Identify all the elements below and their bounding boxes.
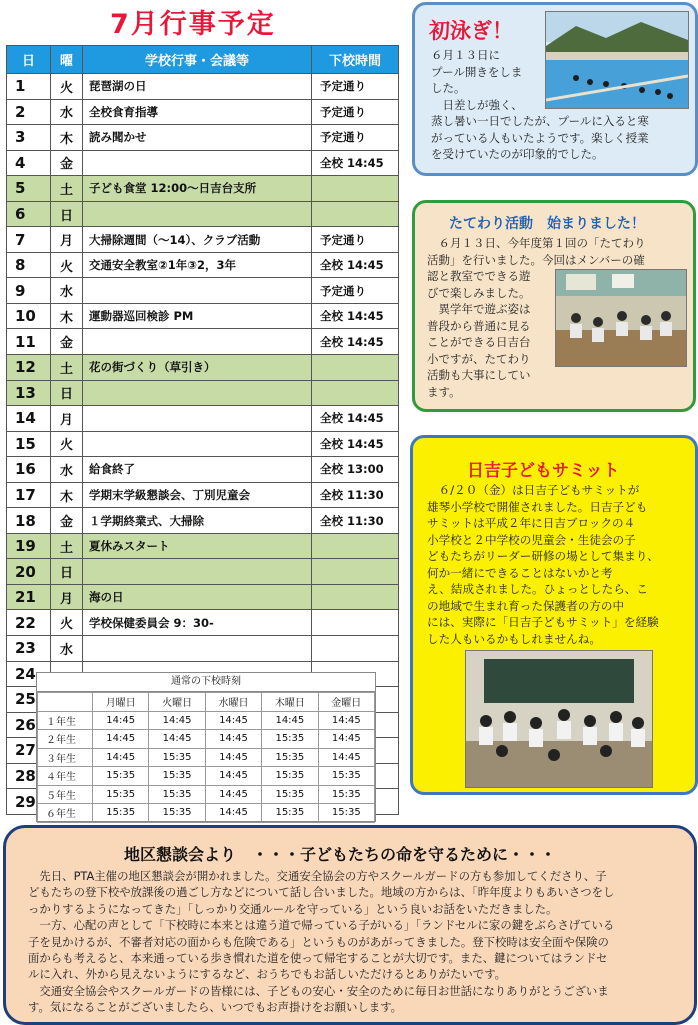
schedule-row [7,278,399,304]
schedule-event [83,559,312,585]
schedule-row [7,508,399,534]
dismissal-time: 15:35 [318,804,374,823]
schedule-event: 運動器巡回検診 PM [83,303,312,329]
dismissal-time: 15:35 [262,767,318,786]
schedule-day: 4 [7,150,51,176]
schedule-day: 15 [7,431,51,457]
dismissal-time: 15:35 [318,767,374,786]
schedule-event: 大掃除週間（～14）、クラブ活動 [83,227,312,253]
schedule-row [7,252,399,278]
schedule-weekday: 金 [51,508,83,534]
schedule-row [7,610,399,636]
header-weekday: 曜 [51,46,83,74]
schedule-day: 11 [7,329,51,355]
schedule-weekday: 土 [51,176,83,202]
schedule-time [312,584,399,610]
schedule-time: 全校 11:30 [312,482,399,508]
schedule-day: 19 [7,533,51,559]
schedule-time [312,201,399,227]
tatewari-panel [412,200,696,412]
dismissal-header [38,693,93,712]
header-time: 下校時間 [312,46,399,74]
schedule-day: 14 [7,406,51,432]
summit-text [427,482,659,647]
summit-line: 小学校と２中学校の児童会・生徒会の子 [427,532,636,547]
dismissal-time: 15:35 [149,785,205,804]
schedule-row [7,227,399,253]
meeting-line: す。気になることがございましたら、いつでもお声掛けをお願いします。 [28,1000,403,1015]
schedule-row [7,303,399,329]
tatewari-line: ６月１３日、今年度第１回の「たてわり [427,236,646,250]
swim-line: がっている人もいたようです。楽しく授業 [431,130,649,145]
schedule-day: 2 [7,99,51,125]
meeting-line: 交通安全協会やスクールガードの皆様には、子どもの安心・安全のために毎日お世話になりありがとうございま [28,983,609,998]
summit-line: え、結成されました。ひょっとしたら、こ [427,582,648,596]
schedule-event [83,380,312,406]
schedule-time [312,610,399,636]
schedule-time: 予定通り [312,227,399,253]
schedule-time [312,559,399,585]
schedule-event: 全校食育指導 [83,99,312,125]
swim-line: した。 [431,81,466,95]
schedule-day: 20 [7,559,51,585]
schedule-time: 全校 14:45 [312,406,399,432]
meeting-text [28,868,614,1016]
schedule-event: 海の日 [83,584,312,610]
summit-line: の地域で生まれ育った保護者の方の中 [427,598,625,613]
dismissal-row [38,711,375,730]
schedule-weekday: 木 [51,482,83,508]
dismissal-row [38,748,375,767]
schedule-weekday: 木 [51,303,83,329]
schedule-day: 17 [7,482,51,508]
schedule-time: 全校 14:45 [312,252,399,278]
dismissal-header-row [38,693,375,712]
schedule-day: 28 [7,763,51,789]
dismissal-time: 15:35 [318,785,374,804]
meeting-line: っかりするようになってきた」「しっかり交通ルールを守っている」という良いお話をいただきました。 [28,901,558,916]
schedule-day: 12 [7,355,51,381]
header-event: 学校行事・会議等 [83,46,312,74]
dismissal-header: 金曜日 [318,693,374,712]
meeting-line: 一方、心配の声として「下校時に本来とは違う道で帰っている子がいる」「ランドセルに家の鍵をぶらさげている [28,918,615,933]
tatewari-line: 異学年で遊ぶ姿は [427,302,531,316]
schedule-weekday: 木 [51,125,83,151]
schedule-row [7,406,399,432]
schedule-row [7,355,399,381]
dismissal-time: 14:45 [93,730,149,749]
schedule-day: 1 [7,74,51,100]
schedule-weekday: 金 [51,329,83,355]
schedule-event: 読み聞かせ [83,125,312,151]
summit-line: した人もいるかもしれませんね。 [427,631,601,646]
schedule-weekday: 火 [51,610,83,636]
tatewari-line: ます。 [427,384,461,399]
summit-title: 日吉子どもサミット [467,461,620,481]
summit-line: どもたちがリーダー研修の場として集まり、 [427,549,659,563]
dismissal-time: 14:45 [93,711,149,730]
dismissal-time: 14:45 [149,711,205,730]
schedule-time: 全校 14:45 [312,303,399,329]
schedule-event: 給食終了 [83,457,312,483]
grade-label: ５年生 [38,785,93,804]
schedule-event: 学期末学級懇談会、丁別児童会 [83,482,312,508]
schedule-weekday: 月 [51,227,83,253]
schedule-row [7,201,399,227]
schedule-row [7,99,399,125]
schedule-time [312,355,399,381]
page-title: 7月行事予定 [110,9,276,40]
dismissal-time: 14:45 [205,730,261,749]
schedule-row [7,559,399,585]
grade-label: ３年生 [38,748,93,767]
dismissal-time: 14:45 [262,711,318,730]
dismissal-time: 14:45 [205,767,261,786]
schedule-day: 3 [7,125,51,151]
schedule-row [7,533,399,559]
schedule-row [7,636,399,662]
schedule-event: 子ども食堂 12:00～日吉台支所 [83,176,312,202]
swim-line: ６月１３日に [431,48,500,62]
dismissal-time: 15:35 [149,767,205,786]
dismissal-time: 15:35 [93,767,149,786]
schedule-event: 交通安全教室②1年③2，3年 [83,252,312,278]
schedule-weekday: 月 [51,584,83,610]
schedule-weekday: 水 [51,278,83,304]
schedule-weekday: 土 [51,355,83,381]
dismissal-time: 14:45 [205,785,261,804]
dismissal-title: 通常の下校時刻 [37,673,375,692]
dismissal-time: 14:45 [318,711,374,730]
tatewari-line: 活動」を行いました。今回はメンバーの確 [427,252,645,267]
meeting-line: どもたちの登下校や放課後の過ごし方などについて話し合いました。地域の方からは、「昨年度よりもあいさつをし [28,885,615,900]
summit-line: 何か一緒にできることはないかと考 [427,565,613,580]
schedule-row [7,584,399,610]
schedule-event: １学期終業式、大掃除 [83,508,312,534]
schedule-row [7,329,399,355]
summit-panel [410,435,698,795]
swim-line: プール開きをしま [431,64,523,79]
schedule-weekday: 火 [51,431,83,457]
swim-text [431,47,649,163]
schedule-time: 全校 13:00 [312,457,399,483]
swim-line: 蒸し暑い一日でしたが、プールに入ると寒 [431,114,649,128]
meeting-line: 子を見かけるが、不審者対応の面からも危険である」というものがあがってきました。登下校時は安全面や保険の [28,934,609,949]
schedule-weekday: 土 [51,533,83,559]
dismissal-time: 14:45 [149,730,205,749]
dismissal-row [38,767,375,786]
schedule-weekday: 水 [51,99,83,125]
schedule-time: 予定通り [312,99,399,125]
schedule-day: 22 [7,610,51,636]
schedule-day: 13 [7,380,51,406]
summit-line: には、実際に「日吉子どもサミット」を経験 [427,615,659,629]
tatewari-line: ことができる日吉台 [427,335,531,349]
meeting-line: 先日、PTA主催の地区懇談会が開かれました。交通安全協会の方やスクールガードの方も参加してくださり、子 [28,869,607,883]
schedule-day: 18 [7,508,51,534]
schedule-time [312,380,399,406]
meeting-panel [3,825,697,1025]
dismissal-time: 14:45 [205,804,261,823]
grade-label: １年生 [38,711,93,730]
schedule-time: 全校 14:45 [312,150,399,176]
meeting-line: 面からも考えると、本来通っている歩き慣れた道を使って帰宅することが大切です。また、鍵についてはランドセ [28,951,608,966]
schedule-day: 29 [7,789,51,815]
dismissal-row [38,804,375,823]
schedule-row [7,125,399,151]
schedule-day: 10 [7,303,51,329]
dismissal-time: 15:35 [93,804,149,823]
dismissal-time: 14:45 [318,730,374,749]
dismissal-header: 火曜日 [149,693,205,712]
schedule-day: 16 [7,457,51,483]
schedule-event: 花の街づくり（草引き） [83,355,312,381]
dismissal-header: 水曜日 [205,693,261,712]
dismissal-time: 15:35 [262,748,318,767]
dismissal-time: 15:35 [262,804,318,823]
schedule-day: 9 [7,278,51,304]
schedule-row [7,380,399,406]
schedule-weekday: 日 [51,201,83,227]
grade-label: ２年生 [38,730,93,749]
meeting-line: ルに入れ、外から見えないようにするなど、おうちでもお話しいただけるとありがたいです。 [28,967,507,982]
schedule-row [7,431,399,457]
summit-line: ６/２０（金）は日吉子どもサミットが [427,483,640,497]
tatewari-line: びで楽しみました。 [427,285,531,300]
schedule-event: 夏休みスタート [83,533,312,559]
tatewari-line: 活動も大事にしてい [427,368,531,382]
schedule-day: 21 [7,584,51,610]
schedule-day: 25 [7,687,51,713]
header-day: 日 [7,46,51,74]
schedule-day: 27 [7,738,51,764]
schedule-header-row [7,46,399,74]
schedule-day: 5 [7,176,51,202]
schedule-time: 全校 14:45 [312,329,399,355]
schedule-time: 予定通り [312,74,399,100]
dismissal-header: 月曜日 [93,693,149,712]
schedule-weekday: 火 [51,74,83,100]
tatewari-line: 認と教室でできる遊 [427,269,531,283]
schedule-event [83,150,312,176]
grade-label: ６年生 [38,804,93,823]
dismissal-time: 15:35 [262,730,318,749]
dismissal-time: 14:45 [318,748,374,767]
schedule-event [83,201,312,227]
schedule-row [7,457,399,483]
tatewari-text [427,235,646,400]
schedule-day: 23 [7,636,51,662]
schedule-event [83,329,312,355]
swim-line: 日差しが強く、 [431,97,523,112]
dismissal-time: 15:35 [93,785,149,804]
schedule-event: 琵琶湖の日 [83,74,312,100]
schedule-day: 24 [7,661,51,687]
schedule-event [83,636,312,662]
swim-title: 初泳ぎ！ [429,19,513,43]
dismissal-time: 14:45 [205,711,261,730]
dismissal-row [38,730,375,749]
schedule-row [7,74,399,100]
swim-line: を受けていたのが印象的でした。 [431,147,604,161]
swim-panel [412,2,698,176]
schedule-row [7,482,399,508]
tatewari-title: たてわり活動 始まりました！ [449,216,645,232]
schedule-time: 予定通り [312,125,399,151]
schedule-event: 学校保健委員会 9：30- [83,610,312,636]
tatewari-line: 小ですが、たてわり [427,351,531,366]
schedule-time [312,636,399,662]
dismissal-time: 15:35 [149,748,205,767]
schedule-weekday: 日 [51,380,83,406]
dismissal-header: 木曜日 [262,693,318,712]
schedule-weekday: 日 [51,559,83,585]
summit-line: サミットは平成２年に日吉ブロックの４ [427,516,636,530]
meeting-title: 地区懇談会より ・・・子どもたちの命を守るために・・・ [124,845,557,864]
schedule-time: 全校 14:45 [312,431,399,457]
schedule-weekday: 月 [51,406,83,432]
dismissal-time: 14:45 [93,748,149,767]
schedule-weekday: 水 [51,636,83,662]
summit-photo [465,650,653,788]
dismissal-time-table [36,672,376,822]
schedule-row [7,176,399,202]
schedule-weekday: 金 [51,150,83,176]
schedule-event [83,278,312,304]
schedule-time: 予定通り [312,278,399,304]
schedule-weekday: 水 [51,457,83,483]
schedule-row [7,150,399,176]
dismissal-time: 15:35 [262,785,318,804]
summit-line: 雄琴小学校で開催されました。日吉子ども [427,499,648,514]
schedule-time: 全校 11:30 [312,508,399,534]
schedule-time [312,176,399,202]
schedule-event [83,406,312,432]
schedule-day: 7 [7,227,51,253]
schedule-weekday: 火 [51,252,83,278]
dismissal-time: 15:35 [149,804,205,823]
schedule-day: 8 [7,252,51,278]
dismissal-time: 14:45 [205,748,261,767]
schedule-day: 6 [7,201,51,227]
schedule-day: 26 [7,712,51,738]
grade-label: ４年生 [38,767,93,786]
schedule-event [83,431,312,457]
schedule-time [312,533,399,559]
tatewari-line: 普段から普通に見る [427,318,531,333]
dismissal-row [38,785,375,804]
